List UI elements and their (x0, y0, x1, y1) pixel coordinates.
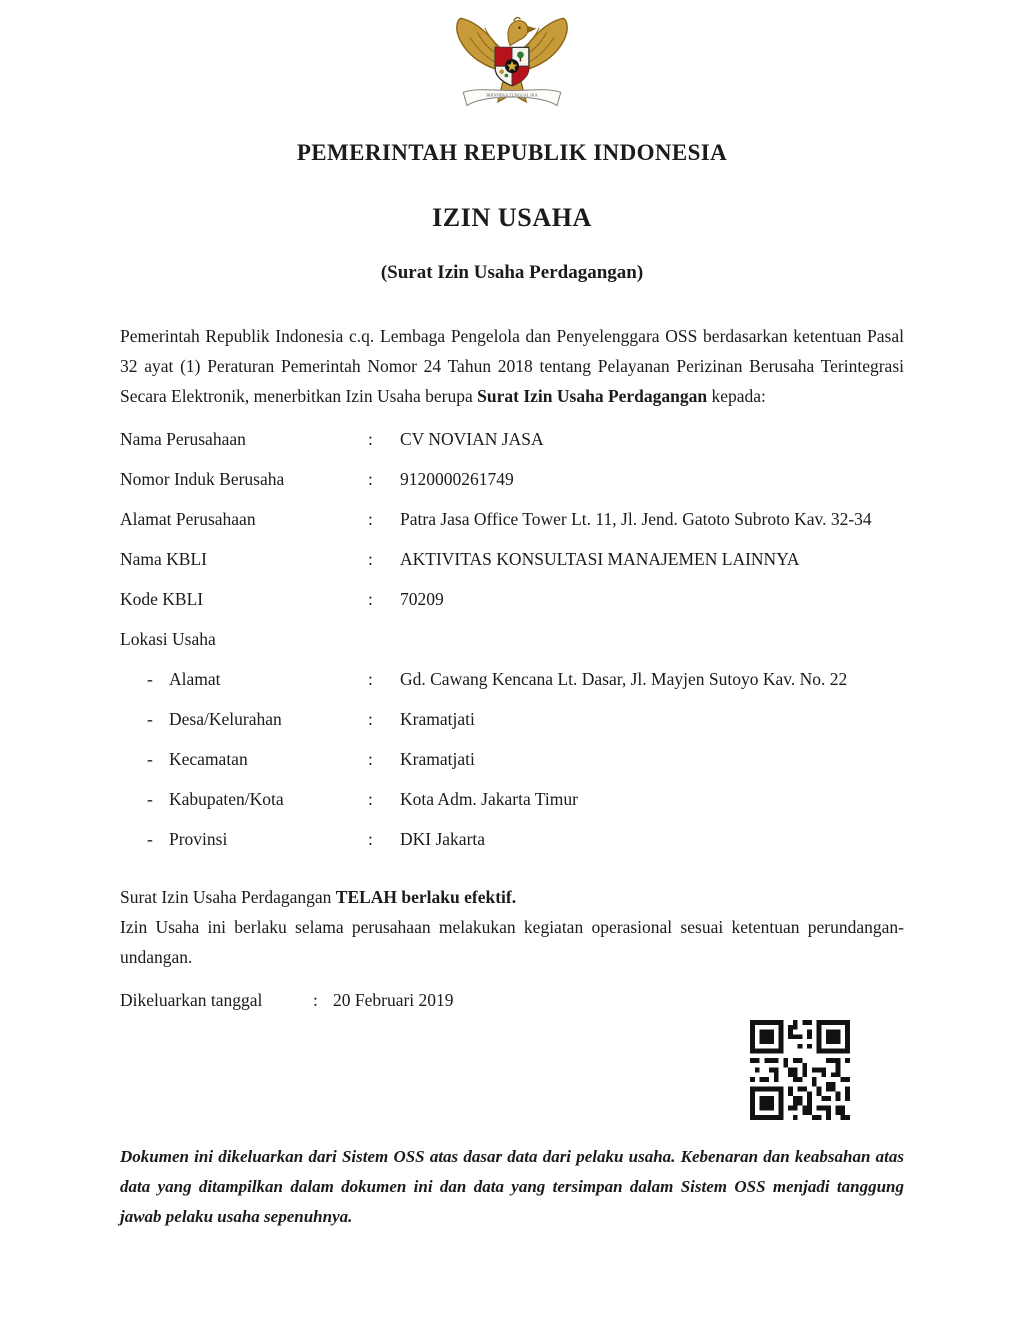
field-row-alamat-perusahaan (120, 504, 904, 534)
location-row-provinsi (120, 824, 904, 854)
garuda-pancasila-emblem (437, 8, 587, 113)
intro-text-after: kepada: (707, 386, 766, 406)
field-row-nomor-induk-berusaha (120, 464, 904, 494)
issued-date-value: 20 Februari 2019 (333, 990, 454, 1010)
issued-date-row (120, 985, 904, 1015)
status-section (120, 882, 904, 972)
intro-paragraph (120, 321, 904, 411)
field-value: 9120000261749 (400, 469, 514, 489)
colon-separator: : (368, 829, 373, 849)
dash-bullet: - (147, 709, 153, 729)
location-label: Kecamatan (169, 749, 248, 769)
colon-separator: : (368, 549, 373, 569)
intro-bold-text: Surat Izin Usaha Perdagangan (477, 386, 708, 406)
document-title: IZIN USAHA (432, 203, 592, 232)
status-bold-text: TELAH berlaku efektif. (335, 887, 517, 907)
colon-separator: : (368, 669, 373, 689)
location-section-heading: Lokasi Usaha (120, 629, 216, 649)
colon-separator: : (368, 789, 373, 809)
colon-separator: : (368, 469, 373, 489)
location-row-desa-kelurahan (120, 704, 904, 734)
colon-separator: : (368, 709, 373, 729)
footer-disclaimer: Dokumen ini dikeluarkan dari Sistem OSS atas dasar data dari pelaku usaha. Kebenaran dan keabsahan atas data yang ditampilkan dalam dokumen ini dan data yang tersimpan dalam Sistem OSS menjadi tanggung jawab pelaku usaha sepenuhnya. (120, 1147, 904, 1226)
location-label: Alamat (169, 669, 221, 689)
field-value: AKTIVITAS KONSULTASI MANAJEMEN LAINNYA (400, 549, 800, 569)
dash-bullet: - (147, 829, 153, 849)
colon-separator: : (368, 429, 373, 449)
issued-date-label: Dikeluarkan tanggal (120, 990, 263, 1010)
field-row-nama-perusahaan (120, 424, 904, 454)
field-label: Alamat Perusahaan (120, 509, 256, 529)
colon-separator: : (368, 749, 373, 769)
field-label: Nama Perusahaan (120, 429, 246, 449)
garuda-emblem-icon (437, 8, 587, 113)
location-label: Provinsi (169, 829, 228, 849)
field-label: Nama KBLI (120, 549, 207, 569)
status-normal-text: Surat Izin Usaha Perdagangan (120, 887, 336, 907)
field-label: Kode KBLI (120, 589, 204, 609)
government-title: PEMERINTAH REPUBLIK INDONESIA (296, 140, 728, 165)
intro-text-before: Pemerintah Republik Indonesia c.q. Lembaga Pengelola dan Penyelenggara OSS berdasarkan ketentuan Pasal 32 ayat (1) Peraturan Pemerintah Nomor 24 Tahun 2018 tentang Pelayanan Perizinan Berusaha Terintegrasi Secara Elektronik, menerbitkan Izin Usaha berupa (120, 326, 904, 406)
status-line-effective (120, 882, 904, 912)
location-value: DKI Jakarta (400, 829, 486, 849)
location-value: Gd. Cawang Kencana Lt. Dasar, Jl. Mayjen Sutoyo Kav. No. 22 (400, 669, 848, 689)
location-label: Desa/Kelurahan (169, 709, 282, 729)
emblem-banner-text: BHINNEKA TUNGGAL IKA (486, 92, 538, 98)
qr-code-container (120, 1020, 904, 1120)
field-row-kode-kbli (120, 584, 904, 614)
location-row-kabupaten-kota (120, 784, 904, 814)
dash-bullet: - (147, 789, 153, 809)
field-value: CV NOVIAN JASA (400, 429, 544, 449)
colon-separator: : (368, 589, 373, 609)
dash-bullet: - (147, 749, 153, 769)
location-label: Kabupaten/Kota (169, 789, 284, 809)
location-value: Kramatjati (400, 709, 475, 729)
fields-section (120, 424, 904, 854)
location-value: Kramatjati (400, 749, 475, 769)
colon-separator: : (313, 990, 318, 1010)
status-validity-text: Izin Usaha ini berlaku selama perusahaan melakukan kegiatan operasional sesuai ketentuan perundangan-undangan. (120, 917, 904, 967)
document-subtitle: (Surat Izin Usaha Perdagangan) (380, 262, 644, 283)
field-row-nama-kbli (120, 544, 904, 574)
dash-bullet: - (147, 669, 153, 689)
colon-separator: : (368, 509, 373, 529)
field-value: Patra Jasa Office Tower Lt. 11, Jl. Jend. Gatoto Subroto Kav. 32-34 (400, 509, 872, 529)
field-label: Nomor Induk Berusaha (120, 469, 285, 489)
location-value: Kota Adm. Jakarta Timur (400, 789, 578, 809)
location-row-alamat (120, 664, 904, 694)
qr-code-icon (750, 1020, 850, 1120)
location-row-kecamatan (120, 744, 904, 774)
field-value: 70209 (400, 589, 444, 609)
